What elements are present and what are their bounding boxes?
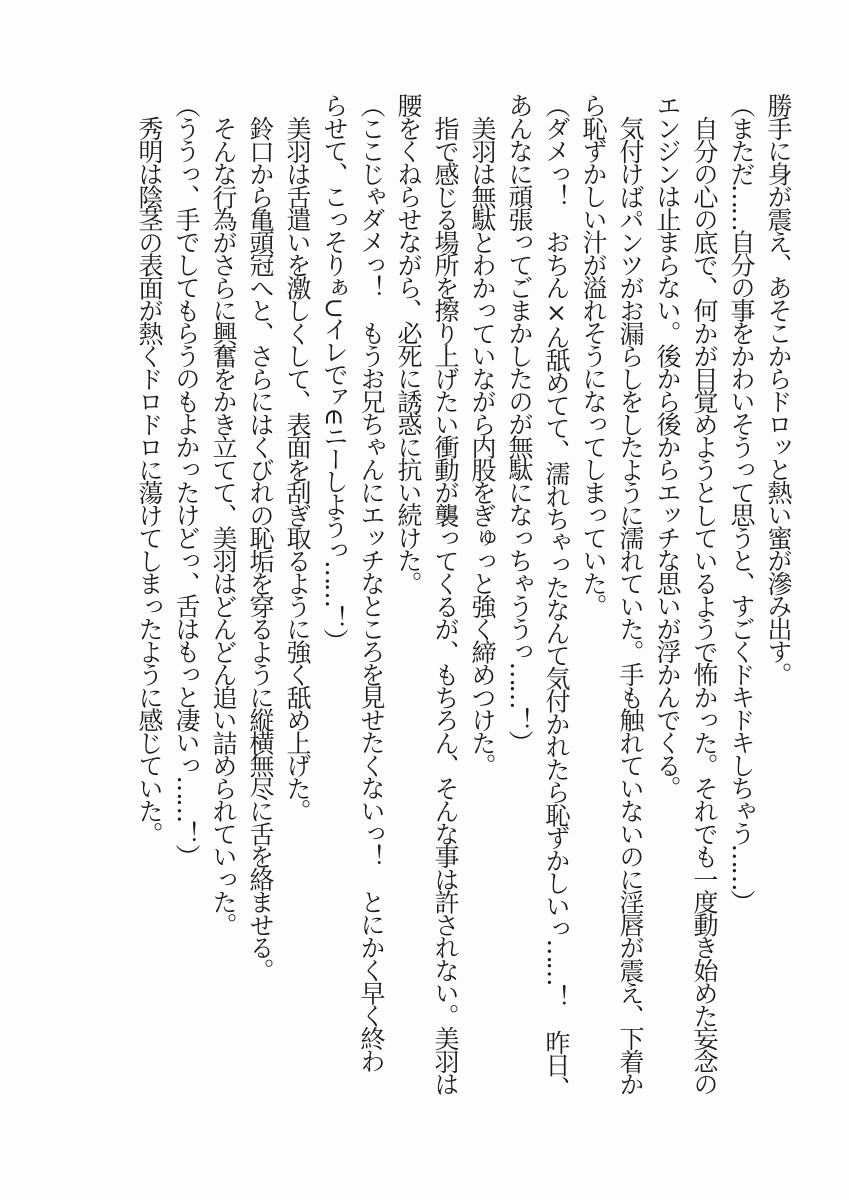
text-line-2: （まただ……自分の事をかわいそうって思うと、すごくドキドキしちゃう……）	[727, 93, 756, 912]
text-line-10: 指で感じる場所を擦り上げたい衝動が襲ってくるが、もちろん、そんな事は許されない。美羽は	[431, 116, 460, 1095]
text-line-18: 秀明は陰茎の表面が熱くドロドロに蕩けてしまったように感じていた。	[135, 116, 164, 844]
vertical-text-block	[131, 93, 797, 1097]
text-line-17: （ううっ、手でしてもらうのもよかったけどっ、舌はもっと凄いっ……！）	[172, 93, 201, 867]
text-line-5: 気付けばパンツがお漏らしをしたように濡れていた。手も触れていないのに淫唇が震え、下着か	[616, 116, 645, 1095]
text-line-11: 腰をくねらせながら、必死に誘惑に抗い続けた。	[394, 93, 423, 594]
text-line-4: エンジンは止まらない。後から後からエッチな思いが浮かんでくる。	[653, 93, 682, 799]
text-line-16: そんな行為がさらに興奮をかき立てて、美羽はどんどん追い詰められていった。	[209, 116, 238, 935]
text-line-9: 美羽は無駄とわかっていながら内股をぎゅっと強く締めつけた。	[468, 116, 497, 776]
text-line-6: ら恥ずかしい汁が溢れそうになってしまっていた。	[579, 93, 608, 617]
text-line-14: 美羽は舌遣いを激しくして、表面を刮ぎ取るように強く舐め上げた。	[283, 116, 312, 822]
text-line-13: らせて、こっそりぁ∪イレでァ∈ニーしようっ……！）	[320, 93, 349, 652]
text-line-1: 勝手に身が震え、あそこからドロッと熱い蜜が滲み出す。	[764, 93, 793, 685]
text-line-8: あんなに頑張ってごまかしたのが無駄になっちゃううっ……！）	[505, 93, 534, 753]
text-line-7: （ダメっ！ おちん×ん舐めてて、濡れちゃったなんて気付かれたら恥ずかしいっ……！ 昨日、	[542, 93, 571, 1098]
text-line-15: 鈴口から亀頭冠へと、さらにはくびれの恥垢を穿るように縦横無尽に舌を絡ませる。	[246, 116, 275, 981]
text-line-12: （ここじゃダメっ！ もうお兄ちゃんにエッチなところを見せたくないっ！ とにかく早く終わ	[357, 93, 386, 1072]
text-line-3: 自分の心の底で、何かが目覚めようとしているようで怖かった。それでも一度動き始めた妄念の	[690, 116, 719, 1095]
